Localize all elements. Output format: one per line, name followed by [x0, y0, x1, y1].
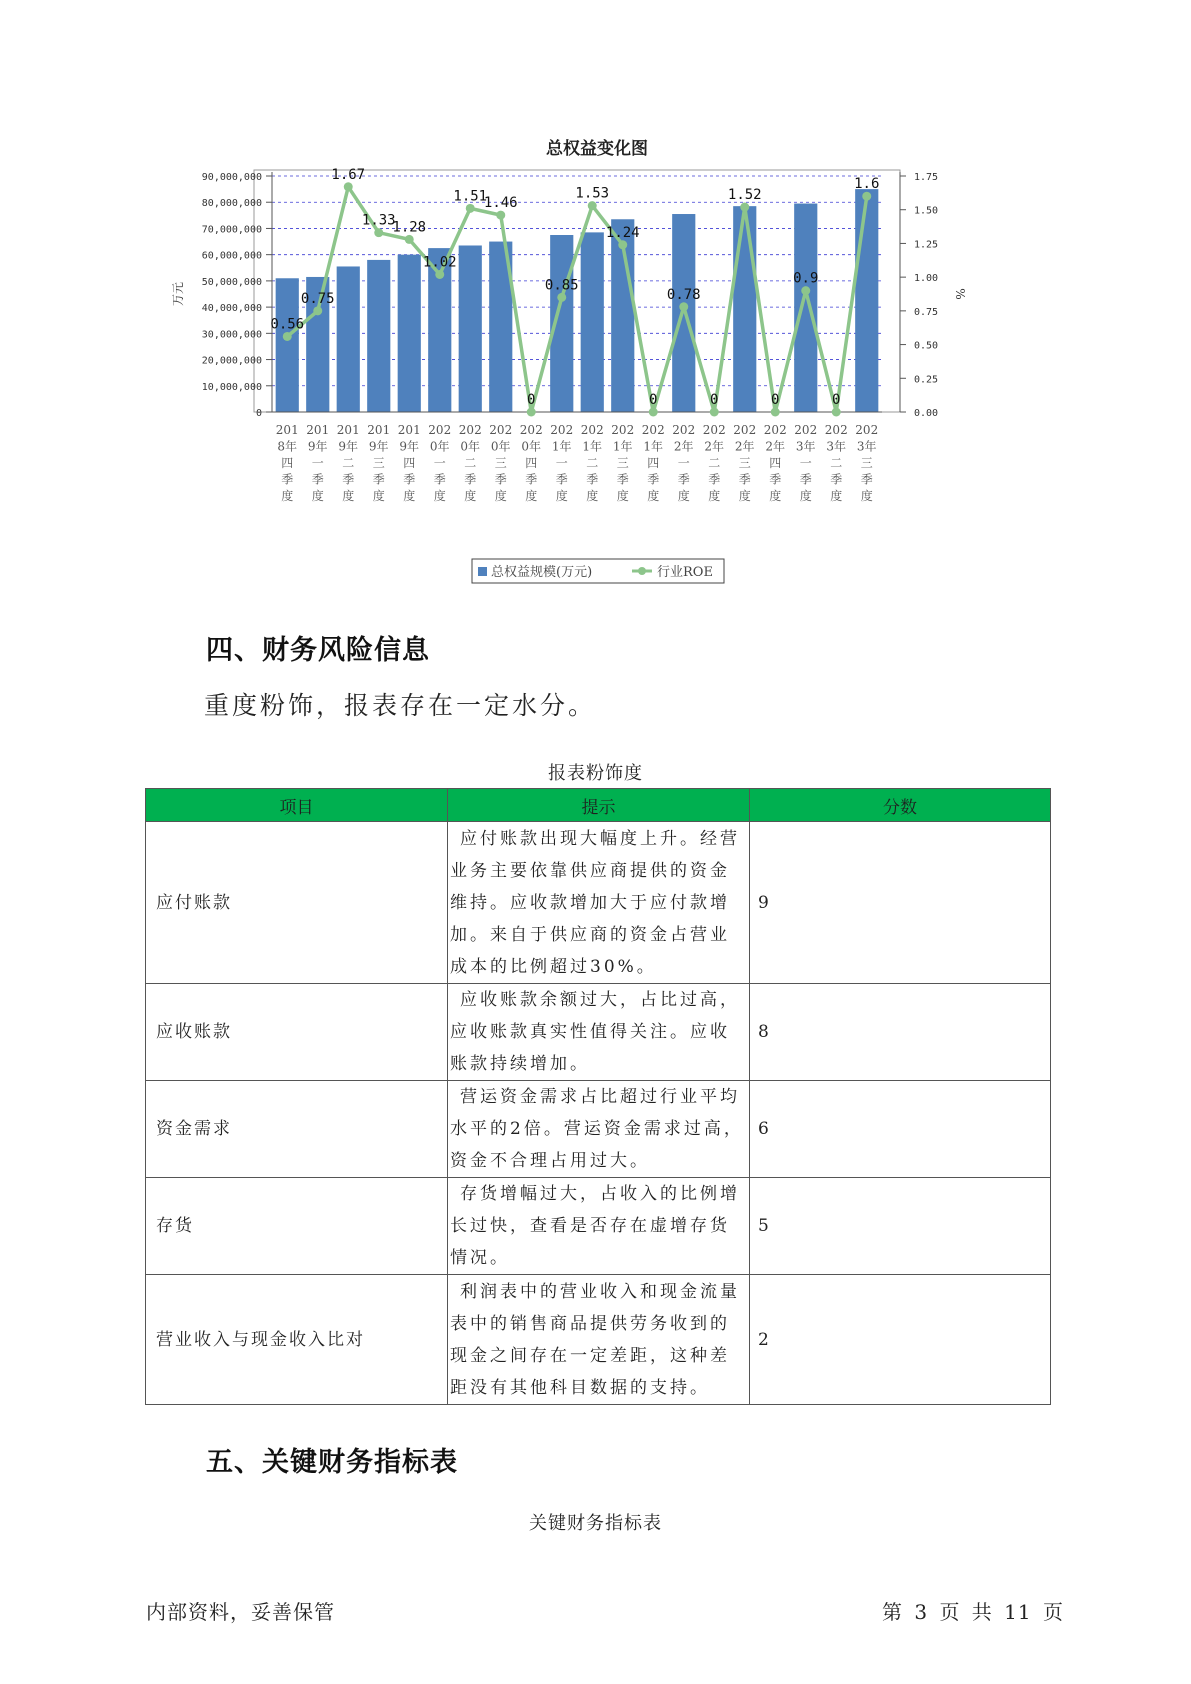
- x-tick-label: 9年: [338, 439, 359, 454]
- x-tick-label: 3年: [856, 439, 877, 454]
- table-row: [146, 822, 1051, 984]
- x-tick-label: 一: [677, 456, 690, 470]
- risk-hint: 应收账款余额过大，占比过高，应收账款真实性值得关注。应收账款持续增加。: [448, 984, 750, 1081]
- roe-point: [405, 235, 414, 244]
- x-tick-label: 9年: [307, 439, 328, 454]
- x-tick-label: 季: [586, 472, 599, 487]
- legend-label-equity: 总权益规模(万元): [491, 565, 593, 580]
- x-tick-label: 202: [702, 423, 726, 437]
- x-tick-label: 201: [367, 423, 391, 437]
- risk-item: 资金需求: [146, 1081, 448, 1178]
- roe-data-label: 1.24: [605, 224, 640, 241]
- bar-equity: [367, 260, 390, 412]
- x-tick-label: 四: [281, 456, 294, 470]
- x-tick-label: 季: [464, 472, 477, 487]
- risk-score: 8: [750, 984, 1051, 1081]
- x-tick-label: 202: [641, 423, 665, 437]
- roe-data-label: 0: [771, 392, 780, 408]
- right-axis-tick-label: 0.25: [914, 374, 939, 386]
- roe-point: [466, 204, 475, 213]
- x-tick-label: 四: [403, 456, 416, 470]
- footer-confidential-note: 内部资料，妥善保管: [146, 1600, 335, 1624]
- roe-point: [344, 182, 353, 191]
- x-tick-label: 度: [616, 489, 629, 503]
- x-tick-label: 201: [275, 423, 299, 437]
- roe-data-label: 0: [649, 392, 658, 408]
- risk-item: 营业收入与现金收入比对: [146, 1275, 448, 1405]
- roe-data-label: 0: [710, 392, 719, 408]
- roe-point: [374, 228, 383, 237]
- x-tick-label: 1年: [582, 439, 603, 454]
- risk-table-header-item: 项目: [146, 789, 448, 822]
- x-tick-label: 0年: [490, 439, 511, 454]
- table-row: [146, 1275, 1051, 1405]
- x-tick-label: 二: [464, 456, 477, 470]
- x-tick-label: 二: [586, 456, 599, 470]
- x-tick-label: 四: [769, 456, 782, 470]
- roe-data-label: 0: [527, 392, 536, 408]
- x-tick-label: 8年: [277, 439, 298, 454]
- left-axis-tick-label: 30,000,000: [201, 329, 262, 341]
- roe-point: [710, 408, 719, 417]
- table-row: [146, 1178, 1051, 1275]
- roe-data-label: 1.46: [483, 195, 518, 212]
- table-row: [146, 1081, 1051, 1178]
- x-tick-label: 9年: [368, 439, 389, 454]
- roe-data-label: 1.28: [392, 219, 427, 236]
- x-tick-label: 度: [586, 489, 599, 503]
- x-tick-label: 度: [830, 489, 843, 503]
- x-tick-label: 四: [525, 456, 538, 470]
- risk-table-header-hint: 提示: [448, 789, 750, 822]
- x-tick-label: 度: [738, 489, 751, 503]
- bar-equity: [276, 278, 299, 412]
- x-tick-label: 0年: [429, 439, 450, 454]
- risk-item: 应收账款: [146, 984, 448, 1081]
- risk-hint: 营运资金需求占比超过行业平均水平的2倍。营运资金需求过高，资金不合理占用过大。: [448, 1081, 750, 1178]
- x-tick-label: 202: [733, 423, 757, 437]
- roe-data-label: 1.53: [575, 185, 610, 202]
- x-tick-label: 202: [550, 423, 574, 437]
- x-tick-label: 度: [555, 489, 568, 503]
- roe-data-label: 1.67: [331, 166, 366, 183]
- risk-hint: 应付账款出现大幅度上升。经营业务主要依靠供应商提供的资金维持。应收款增加大于应付款增加。来自于供应商的资金占营业成本的比例超过30%。: [448, 822, 750, 984]
- x-tick-label: 度: [708, 489, 721, 503]
- kpi-table-caption: 关键财务指标表: [529, 1513, 662, 1534]
- equity-change-chart: [160, 128, 1040, 588]
- footer-page-number: 第 3 页 共 11 页: [882, 1600, 1064, 1624]
- right-axis-tick-label: 1.25: [914, 239, 939, 251]
- x-tick-label: 202: [794, 423, 818, 437]
- roe-point: [862, 192, 871, 201]
- left-axis-tick-label: 10,000,000: [201, 381, 262, 393]
- x-tick-label: 201: [306, 423, 330, 437]
- roe-data-label: 0.78: [666, 286, 701, 303]
- x-tick-label: 季: [708, 472, 721, 487]
- bar-equity: [794, 204, 817, 412]
- x-tick-label: 一: [799, 456, 812, 470]
- bar-equity: [459, 245, 482, 412]
- right-axis-tick-label: 0.00: [914, 408, 939, 419]
- x-tick-label: 202: [763, 423, 787, 437]
- risk-summary: 重度粉饰，报表存在一定水分。: [204, 691, 597, 720]
- x-tick-label: 季: [738, 472, 751, 487]
- x-tick-label: 度: [464, 489, 477, 503]
- x-tick-label: 二: [342, 456, 355, 470]
- x-tick-label: 度: [525, 489, 538, 503]
- x-tick-label: 季: [769, 472, 782, 487]
- x-tick-label: 季: [799, 472, 812, 487]
- x-tick-label: 202: [580, 423, 604, 437]
- x-tick-label: 三: [738, 456, 751, 470]
- right-axis-tick-label: 1.00: [914, 273, 939, 285]
- roe-point: [618, 240, 627, 249]
- left-axis-tick-label: 60,000,000: [201, 250, 262, 262]
- left-axis-tick-label: 40,000,000: [201, 303, 262, 315]
- x-tick-label: 2年: [734, 439, 755, 454]
- roe-point: [283, 332, 292, 341]
- legend-label-roe: 行业ROE: [657, 565, 713, 580]
- right-axis-tick-label: 1.75: [914, 172, 939, 183]
- x-tick-label: 季: [494, 472, 507, 487]
- kpi-section-heading: 五、关键财务指标表: [206, 1447, 458, 1478]
- x-tick-label: 201: [397, 423, 421, 437]
- left-axis-tick-label: 0: [255, 408, 262, 419]
- roe-point: [649, 408, 658, 417]
- roe-data-label: 0.56: [270, 316, 305, 333]
- x-tick-label: 3年: [826, 439, 847, 454]
- x-tick-label: 202: [611, 423, 635, 437]
- x-tick-label: 度: [860, 489, 873, 503]
- x-tick-label: 季: [830, 472, 843, 487]
- x-tick-label: 2年: [765, 439, 786, 454]
- x-tick-label: 9年: [399, 439, 420, 454]
- roe-point: [771, 408, 780, 417]
- x-tick-label: 202: [672, 423, 696, 437]
- roe-data-label: 0.9: [793, 270, 819, 287]
- risk-section-heading: 四、财务风险信息: [206, 635, 430, 666]
- left-axis-title: 万元: [171, 281, 185, 307]
- x-tick-label: 2年: [673, 439, 694, 454]
- roe-point: [435, 270, 444, 279]
- x-tick-label: 度: [647, 489, 660, 503]
- x-tick-label: 202: [855, 423, 879, 437]
- x-tick-label: 202: [519, 423, 543, 437]
- left-axis-tick-label: 90,000,000: [201, 172, 262, 183]
- x-tick-label: 季: [281, 472, 294, 487]
- roe-point: [313, 306, 322, 315]
- x-tick-label: 0年: [521, 439, 542, 454]
- x-tick-label: 季: [555, 472, 568, 487]
- risk-item: 应付账款: [146, 822, 448, 984]
- risk-score: 2: [750, 1275, 1051, 1405]
- legend-swatch-roe-point: [638, 567, 646, 575]
- x-tick-label: 四: [647, 456, 660, 470]
- roe-data-label: 0: [832, 392, 841, 408]
- right-axis-tick-label: 0.75: [914, 306, 939, 318]
- x-tick-label: 三: [494, 456, 507, 470]
- x-tick-label: 季: [860, 472, 873, 487]
- x-tick-label: 1年: [643, 439, 664, 454]
- x-tick-label: 202: [458, 423, 482, 437]
- x-tick-label: 0年: [460, 439, 481, 454]
- bar-equity: [855, 189, 878, 412]
- x-tick-label: 202: [824, 423, 848, 437]
- x-tick-label: 2年: [704, 439, 725, 454]
- x-tick-label: 度: [769, 489, 782, 503]
- roe-point: [679, 302, 688, 311]
- x-tick-label: 度: [677, 489, 690, 503]
- left-axis-tick-label: 50,000,000: [201, 276, 262, 288]
- x-tick-label: 202: [489, 423, 513, 437]
- x-tick-label: 一: [555, 456, 568, 470]
- bar-equity: [733, 206, 756, 412]
- risk-table-header-score: 分数: [750, 789, 1051, 822]
- x-tick-label: 度: [799, 489, 812, 503]
- x-tick-label: 201: [336, 423, 360, 437]
- bar-equity: [398, 255, 421, 412]
- x-tick-label: 季: [616, 472, 629, 487]
- x-tick-label: 一: [311, 456, 324, 470]
- x-tick-label: 度: [372, 489, 385, 503]
- x-tick-label: 季: [647, 472, 660, 487]
- risk-hint: 利润表中的营业收入和现金流量表中的销售商品提供劳务收到的现金之间存在一定差距，这种差距没有其他科目数据的支持。: [448, 1275, 750, 1405]
- risk-hint: 存货增幅过大，占收入的比例增长过快，查看是否存在虚增存货情况。: [448, 1178, 750, 1275]
- left-axis-tick-label: 70,000,000: [201, 224, 262, 236]
- left-axis-tick-label: 20,000,000: [201, 355, 262, 367]
- x-tick-label: 度: [342, 489, 355, 503]
- risk-table-caption: 报表粉饰度: [548, 763, 643, 784]
- x-tick-label: 季: [525, 472, 538, 487]
- bar-equity: [581, 232, 604, 412]
- x-tick-label: 季: [677, 472, 690, 487]
- roe-point: [832, 408, 841, 417]
- x-tick-label: 3年: [795, 439, 816, 454]
- x-tick-label: 二: [708, 456, 721, 470]
- right-axis-tick-label: 0.50: [914, 340, 939, 352]
- risk-score: 9: [750, 822, 1051, 984]
- x-tick-label: 度: [433, 489, 446, 503]
- x-tick-label: 三: [860, 456, 873, 470]
- x-tick-label: 季: [342, 472, 355, 487]
- x-tick-label: 季: [311, 472, 324, 487]
- roe-data-label: 1.33: [361, 212, 396, 229]
- left-axis-tick-label: 80,000,000: [201, 198, 262, 210]
- roe-data-label: 1.52: [727, 187, 762, 204]
- legend-swatch-equity: [478, 567, 487, 576]
- x-tick-label: 季: [403, 472, 416, 487]
- risk-score: 6: [750, 1081, 1051, 1178]
- roe-data-label: 1.02: [422, 254, 457, 271]
- table-row: [146, 984, 1051, 1081]
- roe-point: [527, 408, 536, 417]
- x-tick-label: 度: [281, 489, 294, 503]
- risk-score: 5: [750, 1178, 1051, 1275]
- x-tick-label: 度: [403, 489, 416, 503]
- roe-point: [740, 203, 749, 212]
- chart-title: 总权益变化图: [546, 139, 648, 159]
- risk-table-header-row: [146, 789, 1051, 822]
- roe-data-label: 0.85: [544, 277, 579, 294]
- bar-equity: [337, 266, 360, 412]
- x-tick-label: 二: [830, 456, 843, 470]
- x-tick-label: 1年: [612, 439, 633, 454]
- x-tick-label: 三: [616, 456, 629, 470]
- roe-data-label: 1.6: [854, 176, 880, 193]
- roe-point: [801, 286, 810, 295]
- roe-data-label: 0.75: [300, 290, 335, 307]
- roe-point: [588, 201, 597, 210]
- x-tick-label: 季: [372, 472, 385, 487]
- right-axis-title: %: [953, 288, 967, 300]
- risk-table: [145, 788, 1051, 1405]
- x-tick-label: 202: [428, 423, 452, 437]
- risk-item: 存货: [146, 1178, 448, 1275]
- roe-point: [557, 293, 566, 302]
- roe-point: [496, 211, 505, 220]
- x-tick-label: 度: [494, 489, 507, 503]
- x-tick-label: 度: [311, 489, 324, 503]
- right-axis-tick-label: 1.50: [914, 205, 939, 217]
- x-tick-label: 一: [433, 456, 446, 470]
- roe-data-label: 1.51: [453, 188, 488, 205]
- x-tick-label: 三: [372, 456, 385, 470]
- x-tick-label: 季: [433, 472, 446, 487]
- x-tick-label: 1年: [551, 439, 572, 454]
